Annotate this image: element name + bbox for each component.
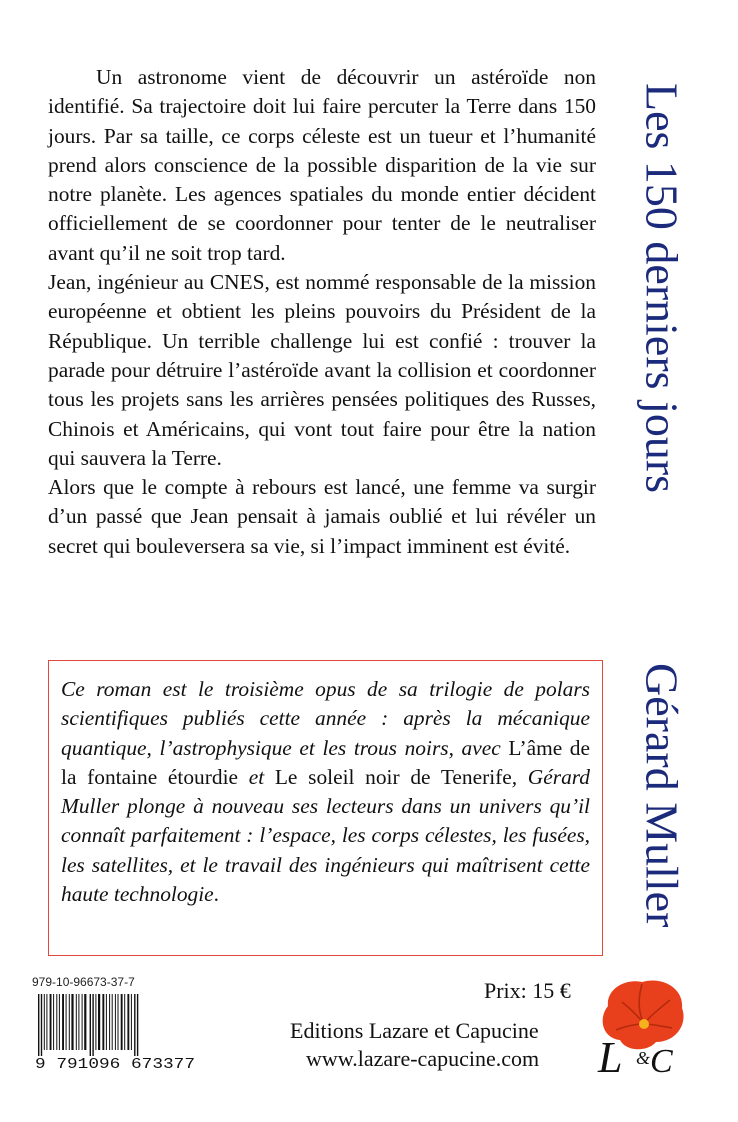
barcode-bar xyxy=(90,994,91,1056)
isbn-number: 979-10-96673-37-7 xyxy=(32,975,135,989)
blurb-paragraph-1: Un astronome vient de découvrir un astéroïde non identifié. Sa trajectoire doit lui faire percuter la Terre dans 150 jours. Par sa taille, ce corps céleste est un tueur et l’humanité prend alors conscience de la possible disparition de la vie sur notre planète. Les agences spatiales du monde entier décident officiellement de se coordonner pour tenter de le neutraliser avant qu’il ne soit trop tard. xyxy=(48,65,596,265)
barcode-bar xyxy=(84,994,86,1050)
barcode-digits: 9 791096 673377 xyxy=(35,1056,195,1072)
barcode-bar xyxy=(102,994,104,1050)
barcode-bar xyxy=(38,994,39,1056)
barcode-bar xyxy=(115,994,116,1050)
logo-letter-c: C xyxy=(650,1043,673,1080)
logo-letter-l: L xyxy=(598,1033,623,1082)
barcode-bar xyxy=(46,994,47,1050)
quote-part-1: Ce roman est le troisième opus de sa trilogie de polars scientifiques publiés cette année : après la mécanique quantique, l’astrophysique et les trous noirs, avec xyxy=(61,677,590,760)
barcode-bar xyxy=(82,994,83,1050)
barcode-bar xyxy=(118,994,119,1050)
barcode-bar xyxy=(112,994,113,1050)
spine-title xyxy=(632,58,692,518)
barcode-bar xyxy=(92,994,93,1056)
barcode-bar xyxy=(41,994,42,1056)
barcode-bar xyxy=(62,994,64,1050)
blurb-paragraph-3: Alors que le compte à rebours est lancé, une femme va surgir d’un passé que Jean pensait à jamais oublié et lui révéler un secret qui bouleversera sa vie, si l’impact imminent est évité. xyxy=(48,475,596,558)
barcode-bar xyxy=(134,994,135,1056)
barcode-bar xyxy=(124,994,125,1050)
barcode-bar xyxy=(44,994,45,1050)
barcode-bar xyxy=(131,994,132,1050)
spine-author-text: Gérard Muller xyxy=(636,662,688,928)
blurb xyxy=(48,63,596,561)
barcode-bar xyxy=(66,994,67,1050)
publisher-name: Editions Lazare et Capucine xyxy=(290,1018,539,1043)
spine-author xyxy=(632,650,692,940)
barcode-bar xyxy=(109,994,110,1050)
quote-part-2: et xyxy=(238,764,275,789)
barcode-bar xyxy=(76,994,77,1050)
barcode-bar xyxy=(137,994,138,1056)
barcode-bar xyxy=(50,994,52,1050)
quote-book-2: Le soleil noir de Tenerife xyxy=(274,764,512,789)
publisher-logo xyxy=(592,972,692,1082)
quote-text xyxy=(61,675,590,909)
author-quote-box xyxy=(48,660,603,956)
barcode-bar xyxy=(69,994,70,1050)
barcode-bar xyxy=(106,994,107,1050)
barcode-bar xyxy=(121,994,123,1050)
barcode-bar xyxy=(59,994,60,1050)
barcode xyxy=(32,992,198,1072)
spine-title-text: Les 150 derniers jours xyxy=(636,82,688,494)
logo-ampersand: & xyxy=(636,1048,651,1068)
price: Prix: 15 € xyxy=(484,978,571,1003)
barcode-bar xyxy=(127,994,129,1050)
publisher-website: www.lazare-capucine.com xyxy=(306,1046,540,1071)
quote-end: . xyxy=(213,882,220,907)
barcode-bar xyxy=(53,994,54,1050)
quote-book-1: L’âme de la fontaine étourdie xyxy=(61,735,590,789)
quote-part-3: , Gérard Muller plonge à nouveau ses lecteurs dans un univers qu’il connaît parfaitement : l’espace, les corps célestes, les fusées, les satellites, et le travail des ingénieurs qui maîtrisent cette haute technologie xyxy=(61,764,590,907)
barcode-bar xyxy=(98,994,100,1050)
barcode-bar xyxy=(71,994,73,1050)
blurb-paragraph-2: Jean, ingénieur au CNES, est nommé responsable de la mission européenne et obtient les pleins pouvoirs du Président de la République. Un terrible challenge lui est confié : trouver la parade pour détruire l’astéroïde avant la collision et coordonner tous les projets sans les arrières pensées politiques des Russes, Chinois et Américains, qui vont tout faire pour être la nation qui sauvera la Terre. xyxy=(48,270,596,470)
barcode-bar xyxy=(95,994,96,1050)
barcode-bar xyxy=(78,994,79,1050)
barcode-bar xyxy=(56,994,57,1050)
